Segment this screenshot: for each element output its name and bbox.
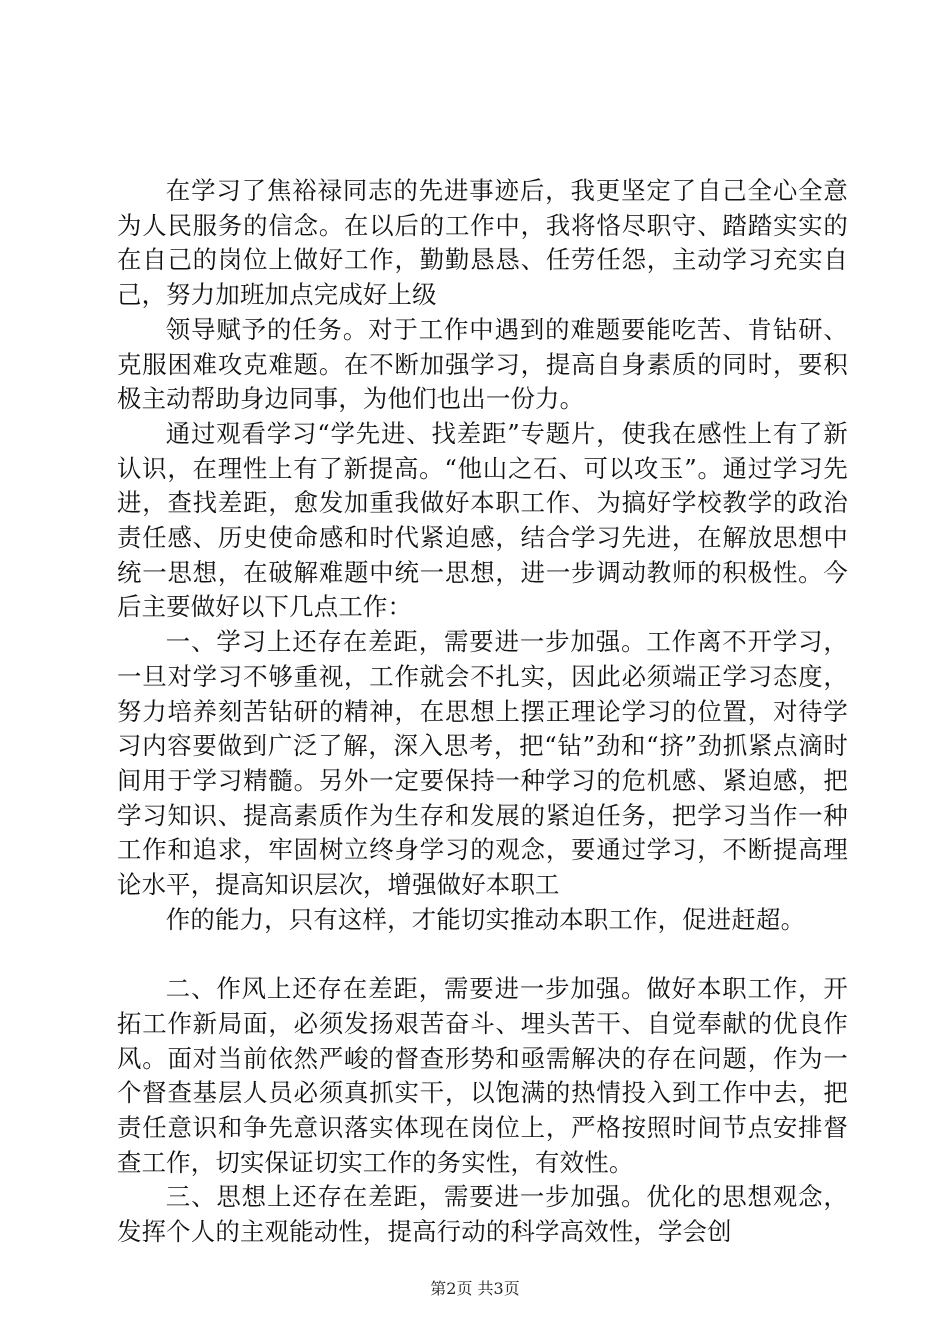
paragraph-1: 在学习了焦裕禄同志的先进事迹后，我更坚定了自己全心全意为人民服务的信念。在以后的工作中，我将恪尽职守、踏踏实实的在自己的岗位上做好工作，勤勤恳恳、任劳任怨，主动学习充实自己，努力加班加点完成好上级: [117, 176, 848, 310]
paragraph-5: 作的能力，只有这样，才能切实推动本职工作，促进赶超。: [165, 904, 806, 934]
paragraph-2: 领导赋予的任务。对于工作中遇到的难题要能吃苦、肯钻研、克服困难攻克难题。在不断加强学习，提高自身素质的同时，要积极主动帮助身边同事，为他们也出一份力。: [117, 314, 848, 414]
paragraph-6: 二、作风上还存在差距，需要进一步加强。做好本职工作，开拓工作新局面，必须发扬艰苦奋斗、埋头苦干、自觉奉献的优良作风。面对当前依然严峻的督查形势和亟需解决的存在问题，作为一个督查基层人员必须真抓实干，以饱满的热情投入到工作中去，把责任意识和争先意识落实体现在岗位上，严格按照时间节点安排督查工作，切实保证切实工作的务实性，有效性。: [117, 974, 848, 1177]
paragraph-4: 一、学习上还存在差距，需要进一步加强。工作离不开学习，一旦对学习不够重视，工作就会不扎实，因此必须端正学习态度，努力培养刻苦钻研的精神，在思想上摆正理论学习的位置，对待学习内容要做到广泛了解，深入思考，把“钻”劲和“挤”劲抓紧点滴时间用于学习精髓。另外一定要保持一种学习的危机感、紧迫感，把学习知识、提高素质作为生存和发展的紧迫任务，把学习当作一种工作和追求，牢固树立终身学习的观念，要通过学习，不断提高理论水平，提高知识层次，增强做好本职工: [117, 627, 848, 900]
paragraph-7: 三、思想上还存在差距，需要进一步加强。优化的思想观念，发挥个人的主观能动性，提高行动的科学高效性，学会创: [117, 1182, 848, 1247]
page-footer: 第2页 共3页: [430, 1279, 520, 1298]
document-body: [117, 174, 848, 1250]
paragraph-3: 通过观看学习“学先进、找差距”专题片，使我在感性上有了新认识，在理性上有了新提高。“他山之石、可以攻玉”。通过学习先进，查找差距，愈发加重我做好本职工作、为搞好学校教学的政治责任感、历史使命感和时代紧迫感，结合学习先进，在解放思想中统一思想，在破解难题中统一思想，进一步调动教师的积极性。今后主要做好以下几点工作：: [117, 418, 848, 622]
